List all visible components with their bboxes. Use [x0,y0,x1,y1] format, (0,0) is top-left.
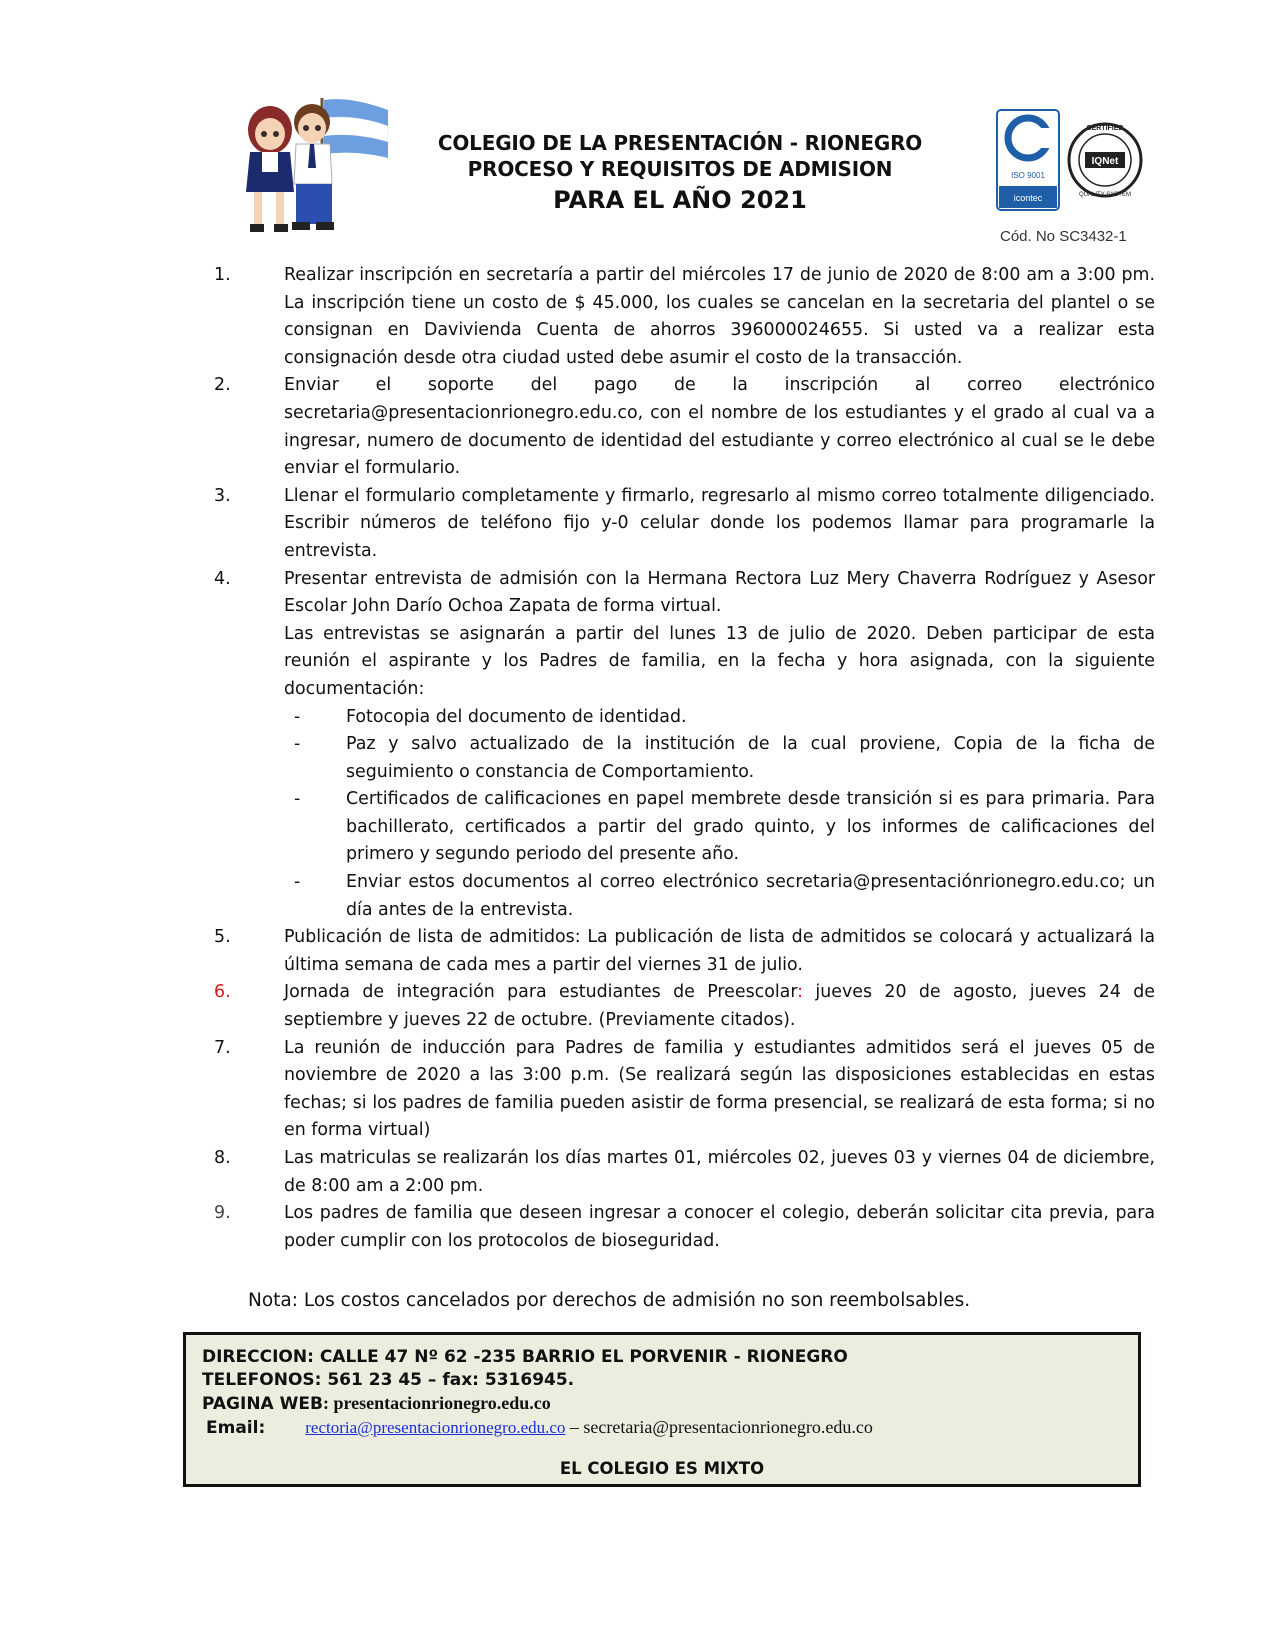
phones-line: TELEFONOS: 561 23 45 – fax: 5316945. [202,1370,575,1390]
item-number: 6. [214,982,231,1003]
list-item [210,924,1155,979]
item-number: 9. [214,1203,231,1224]
certification-seals-icon [995,108,1145,248]
list-item [210,1035,1155,1145]
document-header [0,0,1275,255]
item-text-end: jueves 20 de agosto, jueves 24 de septiembre y jueves 22 de octubre. (Previamente citados). [284,982,1155,1031]
icontec-label: icontec [1013,193,1043,203]
website-line [202,1393,551,1414]
dash-bullet: - [294,789,301,810]
document-requirement [284,704,1155,732]
item-text: Las matriculas se realizarán los días martes 01, miércoles 02, jueves 03 y viernes 04 de diciembre, de 8:00 am a 2:00 pm. [284,1148,1155,1196]
list-item [210,979,1155,1034]
website-label: PAGINA WEB [202,1394,323,1414]
address-line: DIRECCION: CALLE 47 Nº 62 -235 BARRIO EL PORVENIR - RIONEGRO [202,1347,848,1367]
email-colon: : [258,1418,266,1438]
email-label: Email [206,1418,259,1438]
contact-info-box [183,1332,1141,1487]
item-text: La reunión de inducción para Padres de familia y estudiantes admitidos será el jueves 05 de noviembre de 2020 a las 3:00 p.m. (Se realizará según las disposiciones establecidas en estas fechas; si los padres de familia pueden asistir de forma presencial, se realizará de esta forma; si no en forma virtual) [284,1037,1155,1141]
requirement-text: Paz y salvo actualizado de la institución de la cual proviene, Copia de la ficha de seguimiento o constancia de Comportamiento. [346,734,1155,782]
item-number: 7. [214,1037,231,1058]
document-requirement [284,731,1155,786]
item-text-continued: Las entrevistas se asignarán a partir del lunes 13 de julio de 2020. Deben participar de esta reunión el aspirante y los Padres de familia, en la fecha y hora asignada, con la siguiente documentación: [284,623,1155,699]
iqnet-seal-icon [1069,124,1141,198]
rectoria-email-link[interactable]: rectoria@presentacionrionegro.edu.co [305,1418,566,1437]
document-requirement [284,786,1155,869]
item-text: Realizar inscripción en secretaría a partir del miércoles 17 de junio de 2020 de 8:00 am a 3:00 pm. La inscripción tiene un costo de $ 45.000, los cuales se cancelan en la secretaria del plantel o se consignan en Davivienda Cuenta de ahorros 396000024655. Si usted va a realizar esta consignación desde otra ciudad usted debe asumir el costo de la transacción. [284,265,1155,368]
year-title: PARA EL AÑO 2021 [553,186,807,214]
item-text: Publicación de lista de admitidos: La publicación de lista de admitidos se colocará y actualizará la última semana de cada mes a partir del viernes 31 de julio. [284,927,1155,975]
document-title-block [400,130,960,218]
quality-system-label: QUALITY SYSTEM [1079,192,1131,198]
item-text: Los padres de familia que deseen ingresar a conocer el colegio, deberán solicitar cita previa, para poder cumplir con los protocolos de bioseguridad. [284,1203,1155,1251]
list-item [210,1145,1155,1200]
list-item [210,1200,1155,1255]
item-number: 4. [214,568,231,589]
list-item [210,483,1155,566]
certified-label: CERTIFIED [1086,125,1124,132]
dash-bullet: - [294,872,301,893]
list-item [210,262,1155,372]
item-number: 3. [214,485,231,506]
item-text: Enviar el soporte del pago de la inscripción al correo electrónico secretaria@presentacionrionegro.edu.co, con el nombre de los estudiantes y el grado al cual va a ingresar, numero de documento de identidad del estudiante y correo electrónico al cual se le debe enviar el formulario. [284,375,1155,479]
admission-steps-list [210,262,1155,1255]
process-title: PROCESO Y REQUISITOS DE ADMISION [467,157,893,181]
item-number: 5. [214,927,231,948]
requirement-text: Certificados de calificaciones en papel membrete desde transición si es para primaria. Para bachillerato, certificados a partir del grado quinto, y los informes de calificaciones del primero y segundo periodo del presente año. [346,789,1155,865]
dash-bullet: - [294,734,301,755]
list-item [210,372,1155,482]
red-colon: : [797,982,804,1003]
list-item [210,566,1155,925]
dash-bullet: - [294,706,301,727]
requirement-text: Fotocopia del documento de identidad. [346,706,687,727]
refund-note: Nota: Los costos cancelados por derechos de admisión no son reembolsables. [248,1290,971,1311]
school-mascot-icon [240,92,390,240]
email-line [206,1417,873,1438]
document-requirement [284,869,1155,924]
item-text-start: Jornada de integración para estudiantes de Preescolar [284,982,798,1003]
website-value: : presentacionrionegro.edu.co [322,1393,551,1413]
secretaria-email: – secretaria@presentacionrionegro.edu.co [565,1417,873,1437]
mixed-school-notice: EL COLEGIO ES MIXTO [559,1459,765,1478]
item-number: 2. [214,375,231,396]
certificate-code: Cód. No SC3432-1 [1000,228,1127,245]
item-text [284,979,1155,1034]
item-text: Presentar entrevista de admisión con la Hermana Rectora Luz Mery Chaverra Rodríguez y Asesor Escolar John Darío Ochoa Zapata de forma virtual. [284,568,1155,617]
icontec-seal-icon [997,110,1059,210]
item-number: 8. [214,1148,231,1168]
item-text: Llenar el formulario completamente y firmarlo, regresarlo al mismo correo totalmente diligenciado. Escribir números de teléfono fijo y-0 celular donde los podemos llamar para programarle la entrevista. [284,485,1155,561]
item-number: 1. [214,265,231,285]
school-name-title: COLEGIO DE LA PRESENTACIÓN - RIONEGRO [437,131,923,155]
iqnet-label: IQNet [1091,156,1119,167]
requirement-text: Enviar estos documentos al correo electrónico secretaria@presentaciónrionegro.edu.co; un día antes de la entrevista. [346,872,1155,920]
iso-9001-label: ISO 9001 [1011,171,1045,180]
